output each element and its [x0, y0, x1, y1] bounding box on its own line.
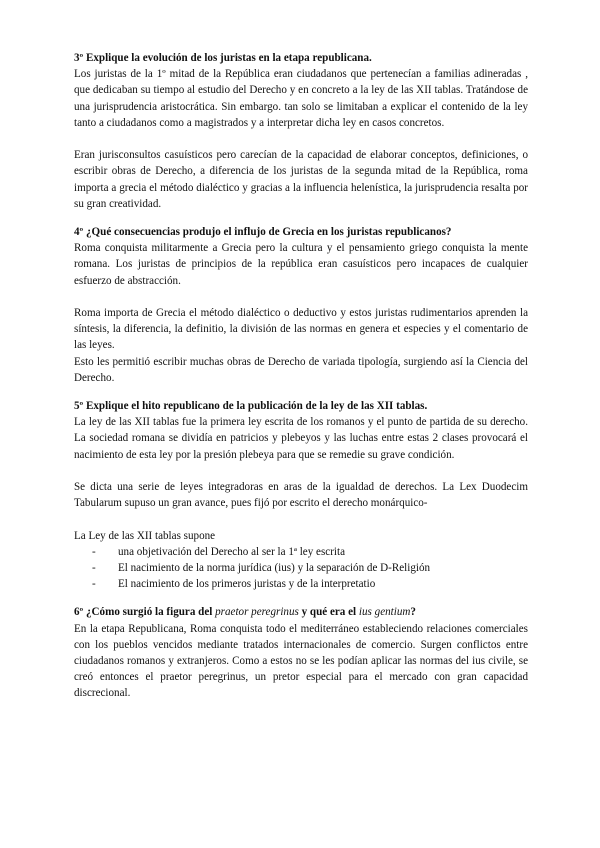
paragraph: Los juristas de la 1º mitad de la República eran ciudadanos que pertenecían a familias adineradas , que dedicaban su tiempo al estudio del Derecho y en concreto a la ley de las XII tablas. Tratándose de una jurisprudencia aristocrática. Sin embargo. tan solo se limitaban a explicar el contenido de la ley tanto a ciudadanos como a magistrados y a interpretar dicha ley en casos concretos.: [74, 68, 528, 129]
heading-part: ?: [410, 606, 416, 619]
section-q4: [74, 224, 528, 386]
list-intro: La Ley de las XII tablas supone: [74, 529, 216, 542]
dash-list: [74, 544, 528, 593]
list-item: [74, 560, 528, 576]
dash-bullet: -: [92, 578, 96, 591]
section-heading: 5º Explique el hito republicano de la publicación de la ley de las XII tablas.: [74, 400, 428, 413]
dash-bullet: -: [92, 562, 96, 575]
paragraph: Eran jurisconsultos casuísticos pero carecían de la capacidad de elaborar conceptos, definiciones, o escribir obras de Derecho, a diferencia de los juristas de la segunda mitad de la República, roma importa a grecia el método dialéctico y gracias a la influencia helenística, la jurisprudencia resalta por su gran creatividad.: [74, 149, 528, 210]
list-item: [74, 544, 528, 560]
section-heading: [74, 604, 528, 620]
paragraph: Roma importa de Grecia el método dialéctico o deductivo y estos juristas rudimentarios aprenden la síntesis, la diferencia, la definitio, la división de las normas en genera et especies y el comentario de las leyes.: [74, 307, 528, 352]
document-page: [74, 50, 528, 702]
paragraph: Se dicta una serie de leyes integradoras en aras de la igualdad de derechos. La Lex Duodecim Tabularum supuso un gran avance, pues fijó por escrito el derecho monárquico-: [74, 481, 528, 510]
heading-part: 6º ¿Cómo surgió la figura del: [74, 606, 216, 619]
list-item-text: una objetivación del Derecho al ser la 1ª ley escrita: [118, 545, 345, 558]
list-item: [74, 576, 528, 592]
heading-italic-term: ius gentium: [358, 606, 411, 619]
section-q3: [74, 50, 528, 212]
paragraph: En la etapa Republicana, Roma conquista todo el mediterráneo estableciendo relaciones comerciales con los pueblos vencidos mediante tratados internacionales de comercio. Surgen conflictos entre ciudadanos romanos y extranjeros. Como a estos no se les podían aplicar las normas del ius civile, se creó entonces el praetor peregrinus, un pretor especial para el mercado con gran capacidad discrecional.: [74, 622, 528, 700]
section-heading: 3º Explique la evolución de los juristas en la etapa republicana.: [74, 52, 372, 64]
heading-part: y qué era el: [298, 606, 359, 619]
heading-italic-term: praetor peregrinus: [215, 606, 299, 619]
section-heading: 4º ¿Qué consecuencias produjo el influjo de Grecia en los juristas republicanos?: [74, 226, 452, 239]
paragraph: La ley de las XII tablas fue la primera ley escrita de los romanos y el punto de partida de su derecho. La sociedad romana se dividía en patricios y plebeyos y las luchas entre estas 2 clases provocará el nacimiento de esta ley por la presión plebeya para que se remedie su grave condición.: [74, 416, 528, 461]
section-q6: [74, 604, 528, 701]
section-q5: [74, 398, 528, 592]
paragraph: Roma conquista militarmente a Grecia pero la cultura y el pensamiento griego conquista la mente romana. Los juristas de principios de la república eran casuísticos pero incapaces de cualquier esfuerzo de abstracción.: [74, 242, 528, 287]
list-item-text: El nacimiento de los primeros juristas y de la interpretatio: [118, 578, 376, 591]
list-item-text: El nacimiento de la norma jurídica (ius) y la separación de D-Religión: [118, 562, 431, 575]
dash-bullet: -: [92, 545, 96, 558]
paragraph: Esto les permitió escribir muchas obras de Derecho de variada tipología, surgiendo así la Ciencia del Derecho.: [74, 355, 528, 384]
